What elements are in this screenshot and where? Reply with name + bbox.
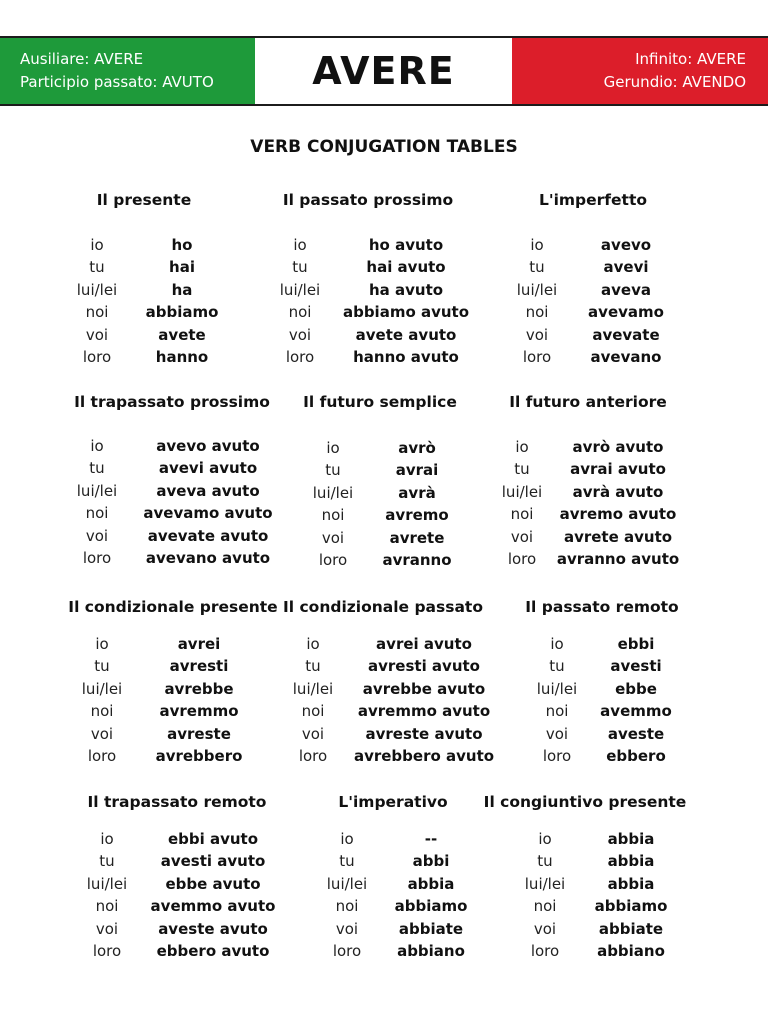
pronoun: voi: [90, 724, 114, 743]
tense-title: Il futuro anteriore: [509, 393, 667, 411]
verb-form: ebbe: [615, 679, 657, 698]
pronoun: lui/lei: [326, 874, 368, 893]
verb-form: ebbe avuto: [165, 874, 261, 893]
pronoun: tu: [89, 258, 105, 277]
verb-form: abbia: [607, 852, 655, 871]
verb-form: ebbi: [617, 635, 655, 653]
pronoun: noi: [85, 303, 109, 322]
pronoun: tu: [89, 459, 105, 478]
pronoun: voi: [321, 528, 345, 547]
pronoun: lui/lei: [292, 679, 334, 698]
verb-form: avevamo: [588, 303, 664, 322]
verb-form: avrebbero avuto: [353, 747, 495, 765]
pronoun: loro: [318, 551, 348, 569]
verb-form: --: [424, 830, 438, 848]
verb-form: ho: [171, 236, 193, 254]
verb-form: abbiamo: [594, 897, 668, 916]
verb-form: avrebbero: [155, 747, 243, 765]
tense-title: Il presente: [96, 191, 192, 209]
pronoun: io: [550, 635, 564, 653]
pronoun: tu: [94, 657, 110, 676]
pronoun: io: [90, 437, 104, 455]
verb-form: ha: [171, 280, 193, 299]
verb-form: avrete avuto: [563, 527, 673, 546]
pronoun: voi: [85, 325, 109, 344]
tense-title: L'imperativo: [338, 793, 448, 811]
pronoun: tu: [99, 852, 115, 871]
verb-form: avranno avuto: [556, 550, 680, 568]
verb-form: ebbero avuto: [156, 942, 270, 960]
verb-form: avesti: [610, 657, 662, 676]
pronoun: noi: [533, 897, 557, 916]
pronoun: voi: [301, 724, 325, 743]
pronoun: tu: [305, 657, 321, 676]
verb-form: abbiamo: [145, 303, 219, 322]
pronoun: loro: [285, 348, 315, 366]
header-right-panel: [512, 38, 768, 104]
verb-form: avete avuto: [355, 325, 457, 344]
pronoun: tu: [549, 657, 565, 676]
tense-title: Il trapassato remoto: [87, 793, 267, 811]
verb-form: aveva avuto: [156, 481, 260, 500]
verb-form: avrai: [395, 461, 439, 480]
verb-form: abbiamo avuto: [342, 303, 470, 322]
verb-form: avevano avuto: [145, 549, 271, 567]
verb-form: avevo avuto: [156, 437, 260, 455]
pronoun: loro: [87, 747, 117, 765]
pronoun: loro: [82, 348, 112, 366]
verb-form: hai: [169, 258, 195, 277]
pronoun: tu: [339, 852, 355, 871]
verb-form: avresti: [169, 657, 229, 676]
tense-title: Il trapassato prossimo: [74, 393, 270, 411]
verb-form: avrete: [389, 528, 445, 547]
pronoun: lui/lei: [76, 280, 118, 299]
verb-form: avremo: [385, 506, 449, 525]
pronoun: tu: [529, 258, 545, 277]
verb-form: aveste avuto: [158, 919, 268, 938]
pronoun: noi: [301, 702, 325, 721]
verb-form: abbiano: [397, 942, 465, 960]
pronoun: lui/lei: [86, 874, 128, 893]
verb-form: avrebbe: [164, 679, 234, 698]
verb-form: hanno: [155, 348, 209, 366]
tense-title: Il congiuntivo presente: [483, 793, 687, 811]
verb-form: ha avuto: [368, 280, 444, 299]
pronoun: io: [340, 830, 354, 848]
tense-title: Il condizionale passato: [283, 598, 483, 616]
pronoun: lui/lei: [312, 483, 354, 502]
verb-title: AVERE: [255, 38, 512, 104]
pronoun: io: [538, 830, 552, 848]
pronoun: lui/lei: [524, 874, 566, 893]
pronoun: voi: [288, 325, 312, 344]
pronoun: loro: [92, 942, 122, 960]
pronoun: voi: [95, 919, 119, 938]
pronoun: tu: [292, 258, 308, 277]
pronoun: io: [306, 635, 320, 653]
verb-form: avemmo: [600, 702, 672, 721]
infinitive-label: Infinito: AVERE: [635, 50, 746, 68]
verb-form: avreste: [167, 724, 231, 743]
pronoun: lui/lei: [536, 679, 578, 698]
verb-form: abbi: [412, 852, 450, 871]
verb-form: avrai avuto: [570, 460, 666, 479]
page-title: VERB CONJUGATION TABLES: [250, 137, 518, 157]
verb-form: avremo avuto: [559, 505, 677, 524]
verb-form: avrebbe avuto: [362, 679, 486, 698]
pronoun: noi: [545, 702, 569, 721]
verb-form: avrò: [398, 439, 436, 457]
pronoun: voi: [510, 527, 534, 546]
verb-form: aveva: [601, 280, 651, 299]
verb-form: avrà: [398, 483, 436, 502]
header-left-panel: [0, 38, 255, 104]
verb-form: avremmo: [159, 702, 239, 721]
verb-form: avete: [158, 325, 206, 344]
tense-title: Il futuro semplice: [303, 393, 457, 411]
pronoun: lui/lei: [279, 280, 321, 299]
pronoun: noi: [321, 506, 345, 525]
pronoun: tu: [514, 460, 530, 479]
verb-form: abbiate: [598, 919, 664, 938]
pronoun: loro: [332, 942, 362, 960]
pronoun: loro: [530, 942, 560, 960]
verb-form: abbia: [407, 874, 455, 893]
pronoun: io: [100, 830, 114, 848]
verb-form: avrei avuto: [376, 635, 472, 653]
verb-form: ebbi avuto: [167, 830, 259, 848]
auxiliary-label: Ausiliare: AVERE: [20, 50, 144, 68]
pronoun: io: [530, 236, 544, 254]
pronoun: lui/lei: [81, 679, 123, 698]
header-banner: [0, 36, 768, 106]
pronoun: io: [515, 438, 529, 456]
verb-form: abbiamo: [394, 897, 468, 916]
pronoun: loro: [522, 348, 552, 366]
past-participle-label: Participio passato: AVUTO: [20, 73, 214, 91]
pronoun: noi: [525, 303, 549, 322]
verb-form: ebbero: [606, 747, 666, 765]
pronoun: tu: [325, 461, 341, 480]
pronoun: io: [326, 439, 340, 457]
verb-form: avresti avuto: [368, 657, 480, 676]
verb-form: avrò avuto: [572, 438, 664, 456]
pronoun: noi: [85, 504, 109, 523]
verb-form: ho avuto: [368, 236, 444, 254]
pronoun: noi: [510, 505, 534, 524]
verb-form: hanno avuto: [353, 348, 459, 366]
pronoun: loro: [298, 747, 328, 765]
verb-form: hai avuto: [366, 258, 446, 277]
pronoun: loro: [542, 747, 572, 765]
pronoun: voi: [525, 325, 549, 344]
pronoun: tu: [537, 852, 553, 871]
pronoun: voi: [533, 919, 557, 938]
tense-title: L'imperfetto: [538, 191, 648, 209]
pronoun: lui/lei: [501, 482, 543, 501]
pronoun: noi: [288, 303, 312, 322]
verb-form: avevano: [590, 348, 662, 366]
verb-form: avevo: [600, 236, 652, 254]
tense-title: Il condizionale presente: [68, 598, 278, 616]
pronoun: lui/lei: [516, 280, 558, 299]
pronoun: noi: [90, 702, 114, 721]
pronoun: noi: [95, 897, 119, 916]
verb-form: avrei: [177, 635, 221, 653]
pronoun: io: [90, 236, 104, 254]
verb-form: aveste: [607, 724, 665, 743]
verb-form: avevamo avuto: [143, 504, 273, 523]
verb-form: avevi avuto: [158, 459, 258, 478]
verb-form: avevate avuto: [147, 526, 269, 545]
verb-form: avevate: [592, 325, 660, 344]
verb-form: abbia: [607, 874, 655, 893]
pronoun: loro: [507, 550, 537, 568]
gerund-label: Gerundio: AVENDO: [603, 73, 746, 91]
verb-form: avreste avuto: [365, 724, 483, 743]
pronoun: loro: [82, 549, 112, 567]
pronoun: lui/lei: [76, 481, 118, 500]
verb-form: avevi: [603, 258, 649, 277]
pronoun: io: [95, 635, 109, 653]
verb-form: abbiano: [597, 942, 665, 960]
tense-title: Il passato prossimo: [282, 191, 454, 209]
verb-form: abbiate: [398, 919, 464, 938]
tense-title: Il passato remoto: [525, 598, 679, 616]
pronoun: io: [293, 236, 307, 254]
verb-form: abbia: [607, 830, 655, 848]
pronoun: noi: [335, 897, 359, 916]
pronoun: voi: [85, 526, 109, 545]
pronoun: voi: [545, 724, 569, 743]
verb-form: avrà avuto: [572, 482, 664, 501]
verb-form: avremmo avuto: [357, 702, 491, 721]
verb-form: avesti avuto: [160, 852, 266, 871]
pronoun: voi: [335, 919, 359, 938]
verb-form: avranno: [382, 551, 452, 569]
verb-form: avemmo avuto: [150, 897, 276, 916]
